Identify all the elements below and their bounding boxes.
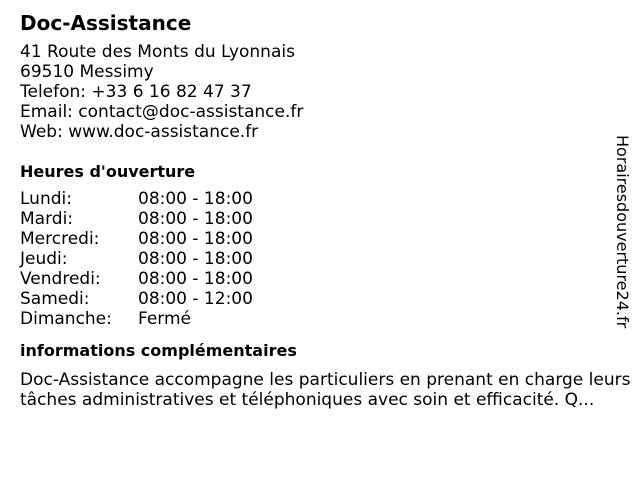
hours-row-sunday xyxy=(20,309,620,329)
opening-hours-heading: Heures d'ouverture xyxy=(20,162,196,181)
day-label: Vendredi: xyxy=(20,269,101,289)
additional-info-heading: informations complémentaires xyxy=(20,341,297,360)
source-watermark: Horairesdouverture24.fr xyxy=(613,135,632,329)
time-value: 08:00 - 18:00 xyxy=(138,249,253,269)
time-value: 08:00 - 18:00 xyxy=(138,189,253,209)
hours-row-tuesday xyxy=(20,209,620,229)
email-line: Email: contact@doc-assistance.fr xyxy=(20,102,304,122)
day-label: Dimanche: xyxy=(20,309,112,329)
address-block xyxy=(20,42,620,142)
phone-line: Telefon: +33 6 16 82 47 37 xyxy=(20,82,252,102)
day-label: Jeudi: xyxy=(20,249,68,269)
time-value: 08:00 - 12:00 xyxy=(138,289,253,309)
opening-hours-list xyxy=(20,189,620,329)
hours-row-saturday xyxy=(20,289,620,309)
time-value: Fermé xyxy=(138,309,192,329)
time-value: 08:00 - 18:00 xyxy=(138,209,253,229)
hours-row-friday xyxy=(20,269,620,289)
business-name: Doc-Assistance xyxy=(20,11,192,35)
postal-city: 69510 Messimy xyxy=(20,62,154,82)
web-line: Web: www.doc-assistance.fr xyxy=(20,122,259,142)
day-label: Mercredi: xyxy=(20,229,100,249)
hours-row-wednesday xyxy=(20,229,620,249)
day-label: Lundi: xyxy=(20,189,72,209)
time-value: 08:00 - 18:00 xyxy=(138,229,253,249)
additional-info-text: Doc-Assistance accompagne les particuliers en prenant en charge leurs tâches administratives et téléphoniques avec soin et efficacité. Q... xyxy=(20,370,631,410)
day-label: Samedi: xyxy=(20,289,90,309)
day-label: Mardi: xyxy=(20,209,74,229)
hours-row-thursday xyxy=(20,249,620,269)
street-address: 41 Route des Monts du Lyonnais xyxy=(20,42,295,62)
hours-row-monday xyxy=(20,189,620,209)
time-value: 08:00 - 18:00 xyxy=(138,269,253,289)
